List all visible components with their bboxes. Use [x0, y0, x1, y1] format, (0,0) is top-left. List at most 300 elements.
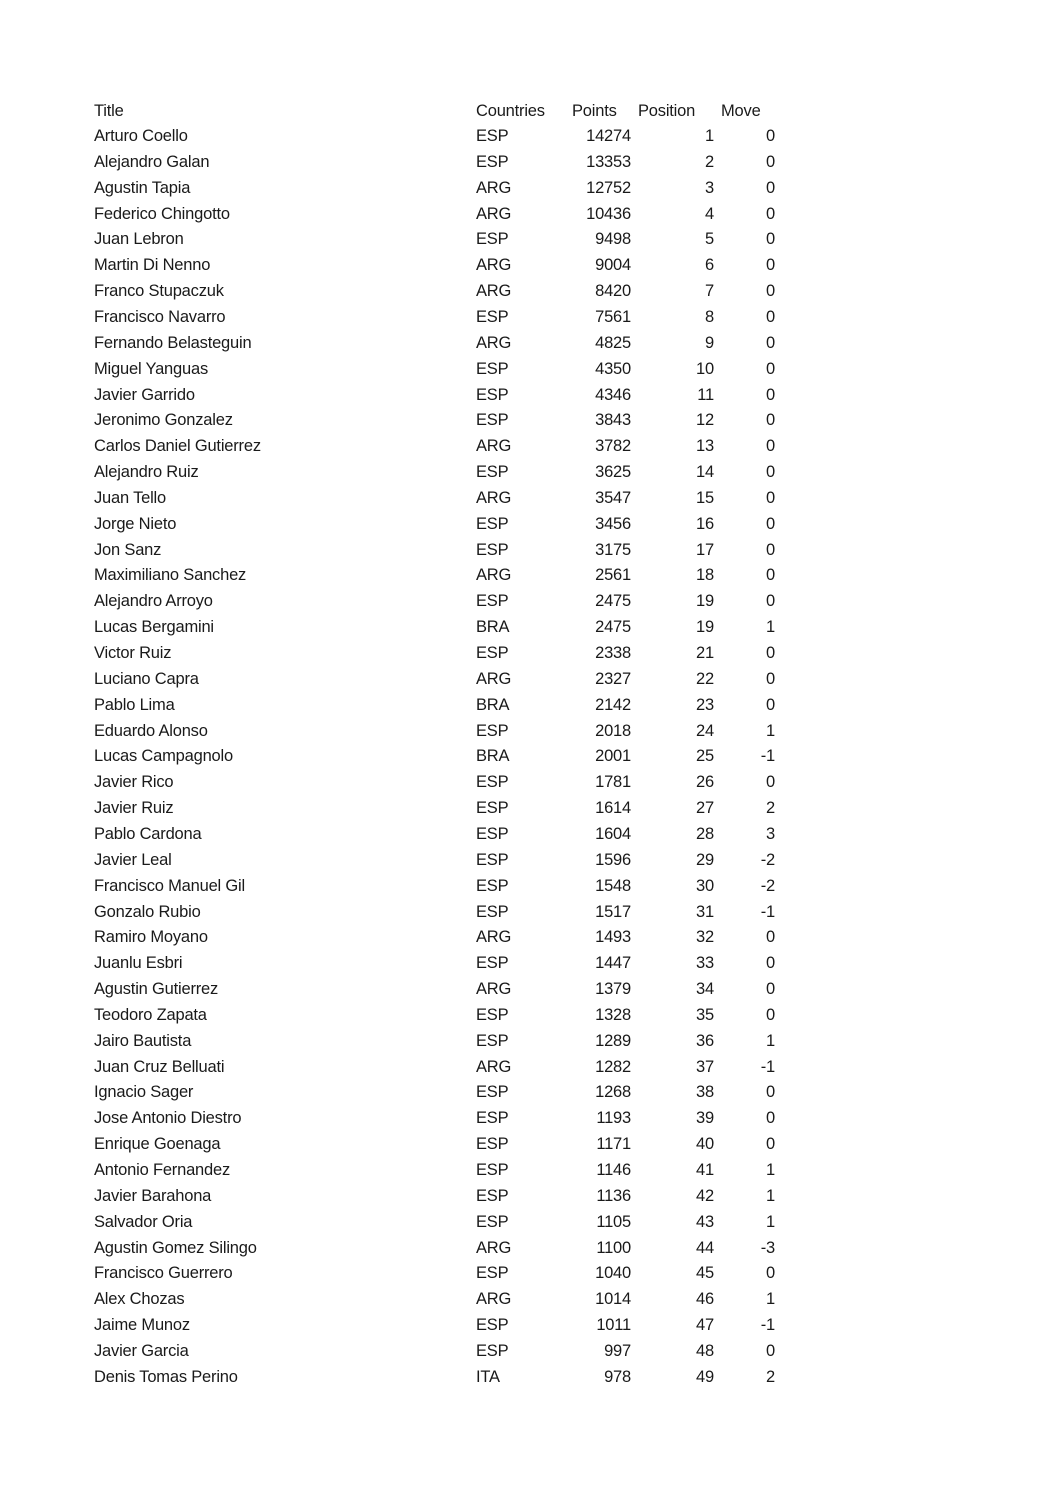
player-move: 0	[766, 514, 775, 533]
player-country: ARG	[476, 928, 512, 947]
player-position: 18	[696, 566, 714, 585]
player-country: ESP	[476, 1135, 509, 1154]
table-row	[0, 847, 1058, 873]
player-name: Javier Rico	[94, 773, 174, 792]
player-move: 3	[766, 824, 775, 843]
table-row	[0, 537, 1058, 563]
player-name: Jeronimo Gonzalez	[94, 411, 233, 430]
player-points: 1379	[595, 980, 631, 999]
player-move: 0	[766, 1341, 775, 1360]
player-move: 0	[766, 359, 775, 378]
player-country: ESP	[476, 876, 509, 895]
player-move: 0	[766, 1135, 775, 1154]
player-name: Agustin Tapia	[94, 178, 191, 197]
player-position: 5	[705, 230, 714, 249]
player-move: 2	[766, 1367, 775, 1386]
player-points: 3547	[595, 488, 631, 507]
table-row	[0, 252, 1058, 278]
player-position: 9	[705, 333, 714, 352]
player-points: 14274	[586, 127, 631, 145]
player-move: 0	[766, 333, 775, 352]
player-country: ESP	[476, 1005, 509, 1024]
player-name: Francisco Navarro	[94, 307, 226, 326]
player-points: 1193	[596, 1109, 631, 1128]
table-row	[0, 718, 1058, 744]
player-position: 41	[696, 1161, 714, 1179]
player-position: 47	[696, 1316, 714, 1335]
player-move: -1	[760, 1316, 775, 1335]
player-country: ESP	[476, 773, 509, 792]
player-move: 0	[766, 152, 775, 171]
player-name: Lucas Campagnolo	[94, 747, 233, 766]
player-country: BRA	[476, 747, 510, 766]
player-name: Jaime Munoz	[94, 1316, 190, 1335]
player-country: ESP	[476, 644, 509, 662]
player-name: Javier Barahona	[94, 1186, 212, 1205]
player-position: 49	[696, 1367, 714, 1386]
player-points: 1548	[595, 876, 631, 895]
player-position: 46	[696, 1290, 714, 1309]
table-row	[0, 976, 1058, 1002]
player-move: 1	[766, 721, 775, 740]
player-move: 0	[766, 307, 775, 326]
table-row	[0, 821, 1058, 847]
table-row	[0, 226, 1058, 252]
player-country: ESP	[476, 850, 509, 869]
player-points: 2475	[595, 592, 631, 611]
player-position: 21	[696, 644, 714, 662]
table-row	[0, 795, 1058, 821]
table-row	[0, 175, 1058, 201]
player-name: Lucas Bergamini	[94, 618, 214, 637]
player-points: 1493	[595, 928, 631, 947]
player-move: 0	[766, 592, 775, 611]
player-move: 0	[766, 644, 775, 662]
table-row	[0, 924, 1058, 950]
table-row	[0, 562, 1058, 588]
table-row	[0, 1338, 1058, 1364]
player-move: 1	[766, 1186, 775, 1205]
player-points: 1517	[595, 902, 631, 921]
player-name: Alejandro Arroyo	[94, 592, 213, 611]
player-country: ESP	[476, 1264, 509, 1283]
player-country: ESP	[476, 463, 509, 482]
player-country: ESP	[476, 1341, 509, 1360]
player-move: 1	[766, 1031, 775, 1050]
table-row	[0, 769, 1058, 795]
player-name: Juan Lebron	[94, 230, 184, 249]
player-country: ESP	[476, 307, 509, 326]
player-name: Javier Leal	[94, 850, 172, 869]
player-position: 16	[696, 514, 714, 533]
player-name: Fernando Belasteguin	[94, 333, 252, 352]
player-name: Denis Tomas Perino	[94, 1367, 238, 1386]
player-position: 4	[705, 204, 714, 223]
table-row	[0, 149, 1058, 175]
player-country: BRA	[476, 618, 510, 637]
table-row	[0, 1183, 1058, 1209]
player-country: ESP	[476, 514, 509, 533]
table-row	[0, 1286, 1058, 1312]
player-points: 3456	[595, 514, 631, 533]
player-position: 27	[696, 799, 714, 818]
player-country: ARG	[476, 282, 512, 301]
player-country: ARG	[476, 204, 512, 223]
table-row	[0, 614, 1058, 640]
player-country: ESP	[476, 1212, 509, 1231]
player-points: 3175	[595, 540, 631, 559]
player-position: 7	[705, 282, 714, 301]
player-points: 1604	[595, 824, 631, 843]
player-name: Eduardo Alonso	[94, 721, 208, 740]
player-position: 25	[696, 747, 714, 766]
player-move: 0	[766, 488, 775, 507]
player-country: ESP	[476, 799, 509, 818]
player-position: 26	[696, 773, 714, 792]
player-name: Juan Tello	[94, 488, 167, 507]
player-position: 2	[705, 152, 714, 171]
player-position: 45	[696, 1264, 714, 1283]
player-name: Franco Stupaczuk	[94, 282, 224, 301]
player-points: 1171	[596, 1135, 631, 1154]
player-points: 1282	[595, 1057, 631, 1076]
player-move: 0	[766, 463, 775, 482]
player-name: Alex Chozas	[94, 1290, 185, 1309]
table-row	[0, 666, 1058, 692]
player-country: ESP	[476, 721, 509, 740]
player-country: ESP	[476, 1083, 509, 1102]
table-row	[0, 511, 1058, 537]
player-name: Federico Chingotto	[94, 204, 230, 223]
table-row	[0, 640, 1058, 666]
player-country: ESP	[476, 592, 509, 611]
table-row	[0, 1235, 1058, 1261]
player-name: Arturo Coello	[94, 127, 188, 145]
player-move: 0	[766, 928, 775, 947]
player-name: Jon Sanz	[94, 540, 162, 559]
player-move: -2	[760, 850, 775, 869]
player-country: ESP	[476, 411, 509, 430]
player-position: 28	[696, 824, 714, 843]
player-country: ESP	[476, 1161, 509, 1179]
player-points: 1596	[595, 850, 631, 869]
player-position: 39	[696, 1109, 714, 1128]
player-country: ARG	[476, 437, 512, 456]
player-country: ESP	[476, 954, 509, 973]
table-row	[0, 356, 1058, 382]
player-position: 11	[697, 385, 714, 404]
player-name: Antonio Fernandez	[94, 1161, 231, 1179]
player-position: 13	[696, 437, 714, 456]
table-row	[0, 433, 1058, 459]
player-country: ESP	[476, 127, 509, 145]
player-name: Francisco Guerrero	[94, 1264, 233, 1283]
player-name: Martin Di Nenno	[94, 256, 211, 275]
table-row	[0, 123, 1058, 149]
player-name: Ramiro Moyano	[94, 928, 208, 947]
table-row	[0, 278, 1058, 304]
player-name: Ignacio Sager	[94, 1083, 194, 1102]
player-points: 1040	[595, 1264, 631, 1283]
player-name: Maximiliano Sanchez	[94, 566, 247, 585]
player-name: Miguel Yanguas	[94, 359, 209, 378]
player-country: ESP	[476, 1109, 509, 1128]
player-move: 0	[766, 282, 775, 301]
player-points: 2001	[595, 747, 631, 766]
player-position: 38	[696, 1083, 714, 1102]
player-move: 0	[766, 695, 775, 714]
player-points: 4350	[595, 359, 631, 378]
player-name: Agustin Gomez Silingo	[94, 1238, 257, 1257]
player-points: 978	[604, 1367, 631, 1386]
player-name: Javier Garrido	[94, 385, 195, 404]
table-row	[0, 201, 1058, 227]
player-name: Juan Cruz Belluati	[94, 1057, 225, 1076]
player-move: 0	[766, 566, 775, 585]
player-points: 12752	[586, 178, 631, 197]
player-position: 35	[696, 1005, 714, 1024]
player-move: 0	[766, 256, 775, 275]
player-position: 34	[696, 980, 714, 999]
player-country: ESP	[476, 1316, 509, 1335]
player-move: 0	[766, 1005, 775, 1024]
player-points: 1100	[596, 1238, 631, 1257]
player-points: 3782	[595, 437, 631, 456]
table-row	[0, 304, 1058, 330]
player-position: 37	[696, 1057, 714, 1076]
table-row	[0, 743, 1058, 769]
player-points: 2018	[595, 721, 631, 740]
player-name: Alejandro Galan	[94, 152, 210, 171]
player-position: 31	[696, 902, 714, 921]
table-row	[0, 459, 1058, 485]
table-row	[0, 588, 1058, 614]
player-name: Javier Garcia	[94, 1341, 189, 1360]
player-move: 2	[766, 799, 775, 818]
player-name: Victor Ruiz	[94, 644, 172, 662]
player-name: Juanlu Esbri	[94, 954, 183, 973]
player-points: 1447	[595, 954, 631, 973]
player-position: 40	[696, 1135, 714, 1154]
player-move: 0	[766, 954, 775, 973]
player-points: 9498	[595, 230, 631, 249]
player-move: 0	[766, 127, 775, 145]
player-country: ESP	[476, 540, 509, 559]
table-row	[0, 1002, 1058, 1028]
player-position: 10	[696, 359, 714, 378]
table-row	[0, 1131, 1058, 1157]
player-points: 1105	[596, 1212, 631, 1231]
player-position: 12	[696, 411, 714, 430]
player-move: 0	[766, 178, 775, 197]
header-title: Title	[94, 102, 124, 120]
player-name: Pablo Cardona	[94, 824, 202, 843]
player-position: 48	[696, 1341, 714, 1360]
player-move: 0	[766, 411, 775, 430]
player-points: 1614	[595, 799, 631, 818]
player-position: 14	[696, 463, 714, 482]
player-points: 1146	[596, 1161, 631, 1179]
player-position: 36	[696, 1031, 714, 1050]
player-position: 33	[696, 954, 714, 973]
player-country: ESP	[476, 824, 509, 843]
player-points: 10436	[586, 204, 631, 223]
player-country: ARG	[476, 488, 512, 507]
player-points: 2475	[595, 618, 631, 637]
player-position: 24	[696, 721, 714, 740]
player-move: -1	[760, 902, 775, 921]
player-country: ITA	[476, 1367, 500, 1386]
player-move: 0	[766, 230, 775, 249]
table-row	[0, 1157, 1058, 1183]
header-row	[0, 98, 1058, 124]
player-name: Luciano Capra	[94, 669, 199, 688]
table-row	[0, 382, 1058, 408]
player-points: 9004	[595, 256, 631, 275]
table-row	[0, 485, 1058, 511]
player-position: 17	[696, 540, 714, 559]
table-row	[0, 1312, 1058, 1338]
player-position: 15	[696, 488, 714, 507]
player-name: Carlos Daniel Gutierrez	[94, 437, 261, 456]
player-position: 42	[696, 1186, 714, 1205]
player-points: 2338	[595, 644, 631, 662]
table-row	[0, 1079, 1058, 1105]
player-position: 29	[696, 850, 714, 869]
player-points: 1014	[595, 1290, 631, 1309]
player-move: 1	[766, 1161, 775, 1179]
player-points: 3625	[595, 463, 631, 482]
player-position: 22	[696, 669, 714, 688]
player-points: 4346	[595, 385, 631, 404]
player-country: ESP	[476, 902, 509, 921]
header-position: Position	[638, 102, 696, 120]
player-position: 43	[696, 1212, 714, 1231]
player-country: ARG	[476, 566, 512, 585]
player-points: 2327	[595, 669, 631, 688]
player-move: -3	[760, 1238, 775, 1257]
player-position: 8	[705, 307, 714, 326]
player-move: 0	[766, 540, 775, 559]
player-country: ARG	[476, 1238, 512, 1257]
player-name: Salvador Oria	[94, 1212, 193, 1231]
player-name: Jorge Nieto	[94, 514, 177, 533]
player-move: 0	[766, 669, 775, 688]
player-name: Alejandro Ruiz	[94, 463, 199, 482]
player-position: 1	[705, 127, 714, 145]
player-country: ESP	[476, 230, 509, 249]
header-move: Move	[721, 102, 761, 120]
player-points: 7561	[595, 307, 631, 326]
player-points: 8420	[595, 282, 631, 301]
player-move: 0	[766, 1109, 775, 1128]
player-name: Enrique Goenaga	[94, 1135, 221, 1154]
player-position: 3	[705, 178, 714, 197]
table-row	[0, 692, 1058, 718]
table-row	[0, 1054, 1058, 1080]
player-country: BRA	[476, 695, 510, 714]
player-move: 0	[766, 1264, 775, 1283]
player-country: ARG	[476, 669, 512, 688]
player-name: Teodoro Zapata	[94, 1005, 207, 1024]
table-row	[0, 330, 1058, 356]
player-name: Gonzalo Rubio	[94, 902, 201, 921]
player-move: 1	[766, 1212, 775, 1231]
player-position: 44	[696, 1238, 714, 1257]
player-move: -2	[760, 876, 775, 895]
player-move: 0	[766, 204, 775, 223]
player-country: ESP	[476, 1031, 509, 1050]
player-points: 1268	[595, 1083, 631, 1102]
player-name: Francisco Manuel Gil	[94, 876, 245, 895]
player-points: 1328	[595, 1005, 631, 1024]
player-move: 1	[766, 1290, 775, 1309]
player-country: ARG	[476, 1057, 512, 1076]
header-points: Points	[572, 102, 617, 120]
player-points: 2142	[595, 695, 631, 714]
player-position: 30	[696, 876, 714, 895]
player-move: 0	[766, 980, 775, 999]
player-move: 1	[766, 618, 775, 637]
table-row	[0, 950, 1058, 976]
player-country: ARG	[476, 980, 512, 999]
table-row	[0, 899, 1058, 925]
player-name: Javier Ruiz	[94, 799, 174, 818]
player-points: 4825	[595, 333, 631, 352]
player-points: 1289	[595, 1031, 631, 1050]
player-points: 1781	[595, 773, 631, 792]
table-row	[0, 1209, 1058, 1235]
player-points: 2561	[595, 566, 631, 585]
player-move: -1	[760, 1057, 775, 1076]
player-position: 19	[696, 618, 714, 637]
player-points: 997	[604, 1341, 631, 1360]
player-country: ARG	[476, 256, 512, 275]
table-row	[0, 407, 1058, 433]
player-points: 1136	[596, 1186, 631, 1205]
header-countries: Countries	[476, 102, 545, 120]
player-name: Pablo Lima	[94, 695, 175, 714]
player-position: 19	[696, 592, 714, 611]
player-position: 32	[696, 928, 714, 947]
player-move: 0	[766, 437, 775, 456]
player-country: ESP	[476, 359, 509, 378]
player-country: ESP	[476, 1186, 509, 1205]
table-row	[0, 1364, 1058, 1390]
player-points: 1011	[596, 1316, 631, 1335]
player-move: 0	[766, 1083, 775, 1102]
table-row	[0, 873, 1058, 899]
player-move: -1	[760, 747, 775, 766]
player-position: 23	[696, 695, 714, 714]
player-name: Agustin Gutierrez	[94, 980, 219, 999]
table-row	[0, 1260, 1058, 1286]
player-country: ARG	[476, 178, 512, 197]
player-country: ESP	[476, 385, 509, 404]
table-row	[0, 1105, 1058, 1131]
player-country: ESP	[476, 152, 509, 171]
player-points: 13353	[586, 152, 631, 171]
player-move: 0	[766, 773, 775, 792]
player-position: 6	[705, 256, 714, 275]
table-row	[0, 1028, 1058, 1054]
player-points: 3843	[595, 411, 631, 430]
player-country: ARG	[476, 1290, 512, 1309]
player-name: Jairo Bautista	[94, 1031, 192, 1050]
player-move: 0	[766, 385, 775, 404]
player-country: ARG	[476, 333, 512, 352]
player-name: Jose Antonio Diestro	[94, 1109, 242, 1128]
